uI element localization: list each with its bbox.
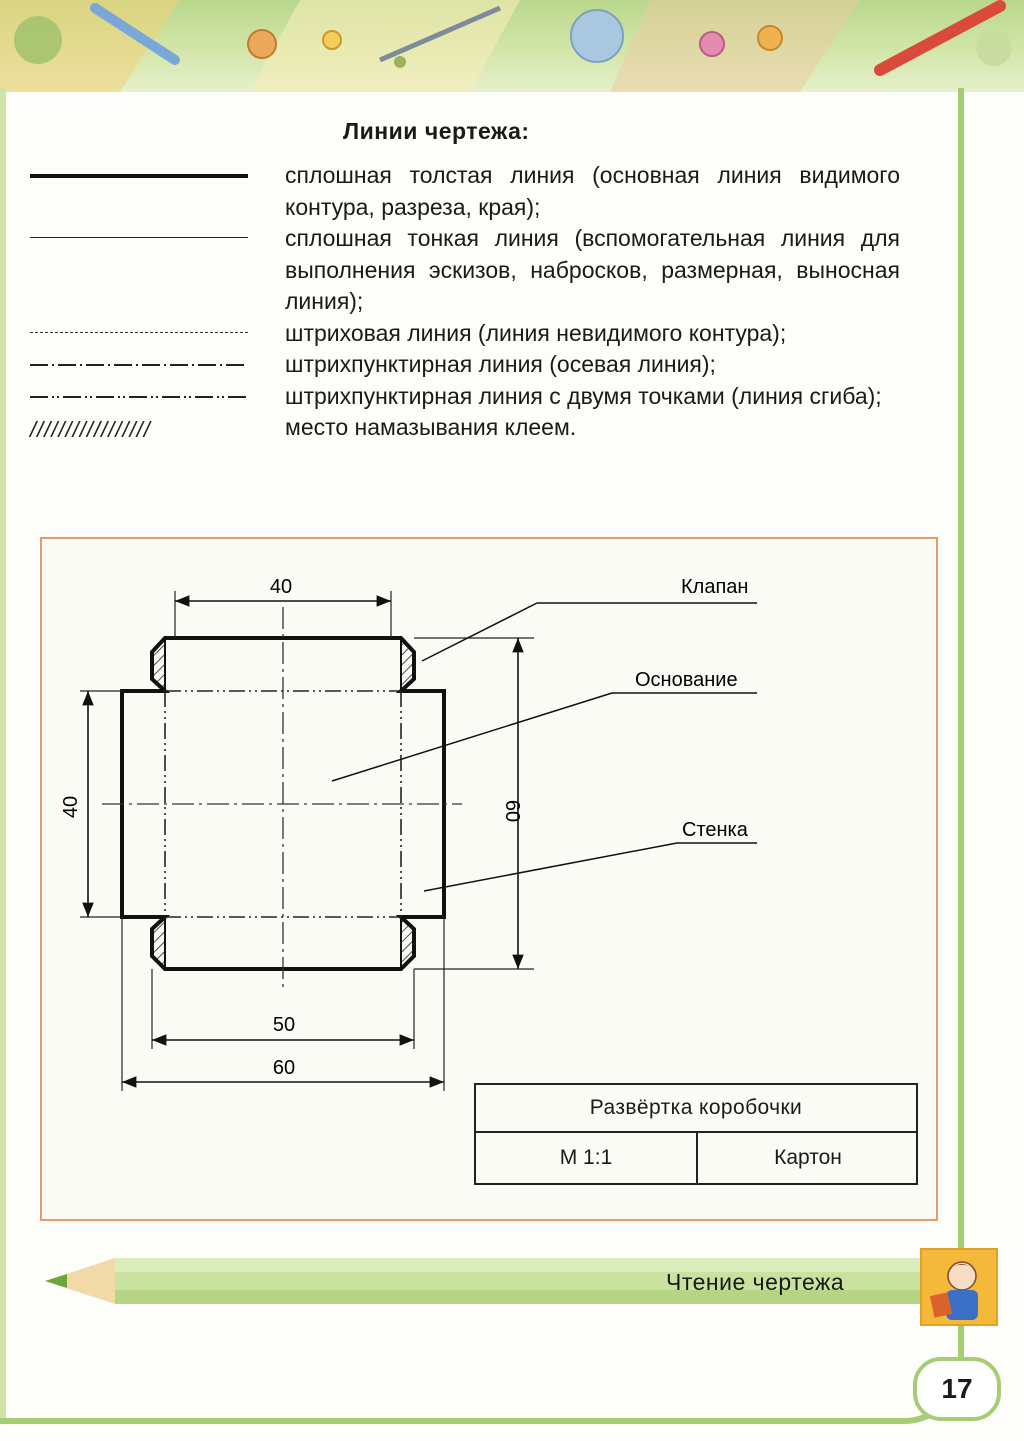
button-icon: [323, 31, 341, 49]
page-number: 17: [913, 1357, 1001, 1421]
callout-base: Основание: [635, 669, 738, 691]
dim-left-height: 40: [60, 795, 82, 819]
dim-inner-height: 60: [501, 799, 523, 823]
legend-row-dash-dot: [30, 349, 900, 381]
button-icon: [248, 30, 276, 58]
legend-text: сплошная толстая линия (основная линия видимого контура, разреза, края);: [285, 162, 900, 220]
dash-dot-line-symbol: [30, 364, 248, 366]
dim-base-width: 50: [272, 1014, 296, 1036]
title-block-scale: М 1:1: [476, 1133, 698, 1183]
legend-text: штрихпунктирная линия (осевая линия);: [285, 351, 716, 377]
title-block-material: Картон: [774, 1146, 842, 1169]
leader-lines: [332, 603, 757, 891]
title-block-title: Развёртка коробочки: [476, 1085, 916, 1133]
legend-row-thin: [30, 223, 900, 318]
glue-hatch-symbol: /////////////////: [30, 417, 151, 442]
legend-text: место намазывания клеем.: [285, 414, 577, 440]
callout-wall: Стенка: [682, 819, 748, 841]
legend-text: штриховая линия (линия невидимого контура);: [285, 319, 787, 346]
dash-dot-dot-line-symbol: [30, 396, 248, 398]
legend-text: штрихпунктирная линия с двумя точками (линия сгиба);: [285, 382, 882, 409]
dim-top-width: 40: [269, 576, 293, 598]
page-heading: Линии чертежа:: [343, 118, 530, 144]
legend-row-dashed: [30, 318, 900, 350]
button-icon: [700, 32, 724, 56]
legend-text: сплошная тонкая линия (вспомогательная линия для выполнения эскизов, набросков, размерная, выносная линия);: [285, 225, 900, 314]
top-decorative-band: [0, 0, 1024, 92]
yarn-ball-icon: [571, 10, 623, 62]
drawing-title-block: [474, 1083, 918, 1185]
dashed-line-symbol: [30, 332, 248, 333]
extension-lines: [80, 591, 534, 1091]
button-icon: [758, 26, 782, 50]
thick-line-symbol: [30, 174, 248, 178]
legend-row-dash-dot-dot: [30, 381, 900, 413]
schoolboy-mascot-icon: [920, 1248, 998, 1326]
title-block-row: [476, 1133, 916, 1183]
line-types-legend: [30, 160, 900, 444]
thin-line-symbol: [30, 237, 248, 238]
legend-row-hatch: [30, 412, 900, 444]
dim-total-width: 60: [272, 1057, 296, 1079]
technical-drawing-panel: [40, 537, 938, 1221]
legend-row-thick: [30, 160, 900, 223]
section-label: Чтение чертежа: [666, 1269, 845, 1295]
callout-flap: Клапан: [681, 576, 749, 598]
